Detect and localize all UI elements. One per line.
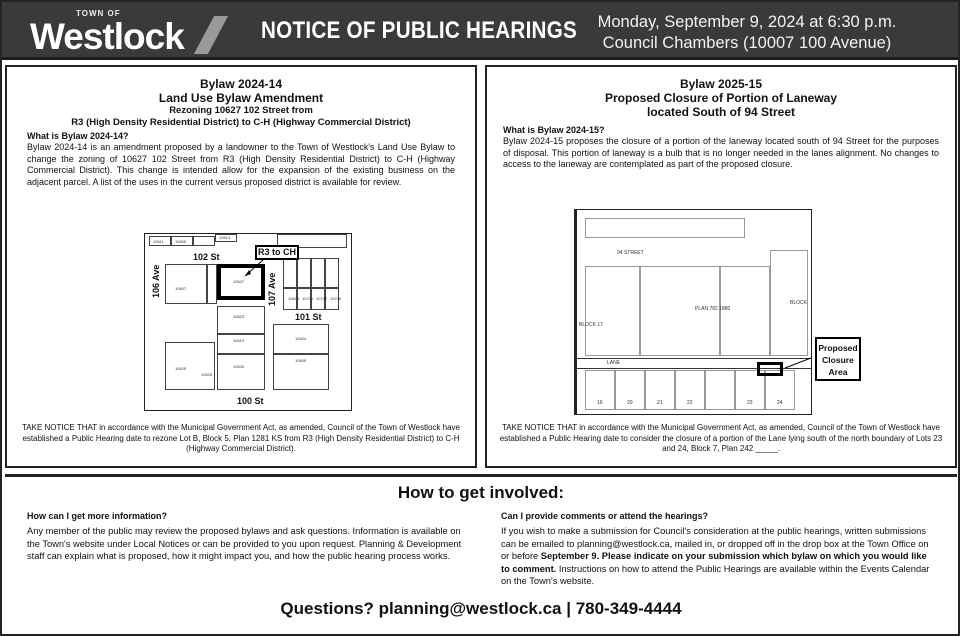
lot-label: 10640 <box>233 364 245 369</box>
bylaw-question: What is Bylaw 2024-15? <box>503 125 605 135</box>
lot-number: 23 <box>747 400 753 406</box>
plan-label: PLAN 782 1880 <box>695 306 731 312</box>
lot-label: 10726 <box>330 296 342 301</box>
logo-slash <box>194 16 228 54</box>
lot-label: 10623 <box>233 314 245 319</box>
street-100: 100 St <box>237 396 264 406</box>
bylaw-title: Bylaw 2025-15 <box>679 77 763 91</box>
rezoning-callout: R3 to CH <box>255 245 299 260</box>
lot-label: 10613 <box>219 235 231 240</box>
bylaw-question: What is Bylaw 2024-14? <box>27 131 129 141</box>
lot-label: 10619 <box>233 338 245 343</box>
info-body: Any member of the public may review the proposed bylaws and ask questions. Information is available on the Town's website under Local Notices or can be provided to you upon request. Planning & Development staff can explain what is proposed, how it might impact you, and how the public hearing process works. <box>27 526 462 561</box>
lot-label-subject: 10627 <box>233 279 245 284</box>
left-notice: TAKE NOTICE THAT in accordance with the Municipal Government Act, as amended, Council of the Town of Westlock have established a Public Hearing date to rezone Lot B, Block 5, Plan 1281 KS from R3 (High Density Residential District) to C-H (Highway Commercial District). <box>22 423 460 453</box>
rezoning-map <box>144 233 352 411</box>
comments-deadline: September 9. Please indicate on your submission which bylaw on which you would like to comment. <box>501 551 927 574</box>
bylaw-rezoning-line: Rezoning 10627 102 Street from <box>169 105 313 116</box>
logo-town-prefix: TOWN OF <box>76 9 121 18</box>
info-question: How can I get more information? <box>27 511 168 521</box>
closure-arrow-icon <box>575 210 812 415</box>
hearing-location: Council Chambers (10007 100 Avenue) <box>602 34 892 52</box>
hearing-info <box>562 12 932 54</box>
bylaw-description: Bylaw 2024-14 is an amendment proposed by a landowner to the Town of Westlock's Land Use Bylaw to change the zoning of 10627 102 Street from R3 (High Density Residential District) to C-H (Highway Commercial District). This change is intended allow for the expansion of the existing business on the adjacent parcel. A list of the uses in the current versus proposed district is available for review. <box>27 142 455 187</box>
lot-number: 20 <box>627 400 633 406</box>
comments-body-part-2: Instructions on how to attend the Public Hearings are available within the Events Calendar on the Town's website. <box>501 563 930 586</box>
lot-label: 10720 <box>302 296 314 301</box>
block-17-label: BLOCK 17 <box>579 322 603 328</box>
lane-label: LANE <box>607 360 621 366</box>
info-column <box>27 509 467 563</box>
lot-label: 10624 <box>295 336 307 341</box>
bylaw-2024-14-panel <box>5 65 477 468</box>
contact-line: Questions? planning@westlock.ca | 780-349-4444 <box>280 599 682 618</box>
bylaw-rezoning-detail: R3 (High Density Residential District) to C-H (Highway Commercial District) <box>71 117 411 128</box>
bylaw-subtitle: Proposed Closure of Portion of Laneway <box>604 91 838 105</box>
street-94-label: 94 STREET <box>617 250 644 256</box>
comments-column <box>501 509 937 588</box>
bylaw-title: Bylaw 2024-14 <box>199 77 283 91</box>
lot-label: 10605 <box>295 358 307 363</box>
how-to-get-involved-section <box>5 474 957 632</box>
hearing-date: Monday, September 9, 2024 at 6:30 p.m. <box>597 13 897 31</box>
lot-label: 10607 <box>175 286 187 291</box>
bylaw-description: Bylaw 2024-15 proposes the closure of a portion of the laneway located south of 94 Street for the purposes of disposal. This portion of laneway is a bulb that is no longer needed in the lanes alignment. No changes to access to the laneway are contemplated as part of the proposed closure. <box>503 136 939 169</box>
street-101: 101 St <box>295 312 322 322</box>
lot-number: 19 <box>597 400 603 406</box>
bylaw-2025-15-panel <box>485 65 957 468</box>
page-title: NOTICE OF PUBLIC HEARINGS <box>261 17 578 44</box>
right-notice: TAKE NOTICE THAT in accordance with the Municipal Government Act, as amended, Council of the Town of Westlock have established a Public Hearing date to consider the closure of a portion of the Lane lying south of the north boundary of Lots 23 and 24, Block 7, Plan 242 _____. <box>499 423 943 453</box>
lot-number: 22 <box>687 400 693 406</box>
lot-number: 21 <box>657 400 663 406</box>
westlock-logo <box>30 8 230 56</box>
lot-label: 10722 <box>316 296 328 301</box>
comments-body <box>501 525 937 588</box>
laneway-map <box>574 209 812 415</box>
avenue-106: 106 Ave <box>151 264 161 298</box>
bylaw-subtitle: Land Use Bylaw Amendment <box>158 91 324 105</box>
lot-label: 10605 <box>175 239 187 244</box>
comments-question: Can I provide comments or attend the hearings? <box>501 511 709 521</box>
comments-body-part-1: If you wish to make a submission for Council's consideration at the public hearings, written submissions can be emailed to planning@westlock.ca, mailed in, or dropped off in the drop box at the Town Office on or before <box>501 526 929 561</box>
block-7-label: BLOCK <box>790 300 807 306</box>
section-heading: How to get involved: <box>397 483 565 502</box>
lot-label: 10624 <box>288 296 300 301</box>
bylaw-subtitle-2: located South of 94 Street <box>646 105 796 119</box>
closure-callout: Proposed Closure Area <box>815 337 861 381</box>
street-102: 102 St <box>193 252 220 262</box>
header-bar <box>2 2 958 60</box>
lot-number: 24 <box>777 400 783 406</box>
logo-town-name: Westlock <box>30 16 184 57</box>
callout-arrow-icon <box>145 234 352 411</box>
lot-label: 10611 <box>153 239 164 244</box>
lot-label: 10625 <box>175 366 187 371</box>
avenue-107: 107 Ave <box>267 272 277 306</box>
lot-label: 10628 <box>201 372 213 377</box>
